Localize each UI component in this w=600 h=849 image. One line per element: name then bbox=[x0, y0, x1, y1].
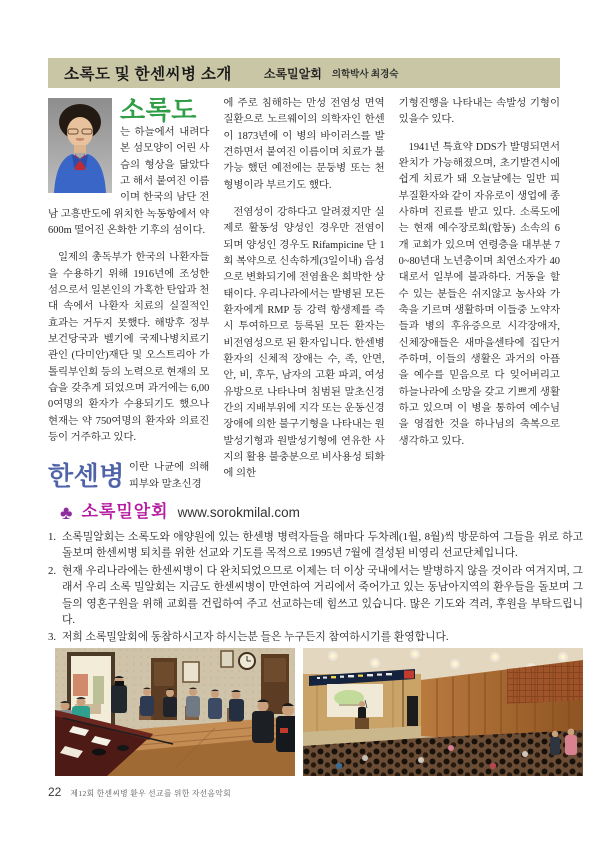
section-header-bar bbox=[48, 58, 560, 88]
list-item-number: 1. bbox=[48, 531, 57, 543]
col1-paragraph-2: 일제의 총독부가 한국의 나환자들을 수용하기 위해 1916년에 조성한 섬으로서 일본인의 가혹한 탄압과 천대 속에서 나환자 치료의 실질적인 효과는 거두지 못했다. 해방후 정부보건당국과 벨기에 국제나병치료기관인 (다미안)재단 및 오스트리아 가톨릭부인회 등의 노력으로 현재의 모습을 갖추게 되었으며 과거에는 6,000여명의 환자가 수용되기도 했으나 현재는 약 750여명의 환자와 의료진 등이 거주하고 있다. bbox=[48, 252, 210, 444]
col1-paragraph-3: 이란 나균에 의해 피부와 말초신경 bbox=[128, 462, 210, 490]
list-item-text: 현재 우리나라에는 한센씨병이 다 완치되었으므로 이제는 더 이상 국내에서는 발병하지 않을 것이라 여겨지며, 그래서 우리 소록 밀알회는 지금도 한센씨병이 만연하여 거리에서 죽어가고 있는 동남아지역의 환우들을 돌보며 그들의 영혼구원을 위해 교회를 건립하여 주고 선교하는데 힘쓰고 있습니다. 많은 기도와 격려, 후원을 부탁드립니다. bbox=[62, 564, 583, 627]
list-item-text: 저희 소록밀알회에 동참하시고자 하시는분 들은 누구든지 참여하시기를 환영합니다. bbox=[62, 631, 449, 644]
list-item-number: 2. bbox=[48, 564, 57, 577]
milal-title: 소록밀알회 bbox=[81, 502, 169, 521]
col2-paragraph-2: 전염성이 강하다고 알려졌지만 실제로 활동성 양성인 경우만 전염이 되며 양성인 경우도 Rifampicine 단 1회 복약으로 신속하게(3일이내) 음성으로 변화되기에 전염율은 희박한 상태이다. 우리나라에서는 발병된 모든 환자에게 RMP 등 강력 항생제를 즉시 투여하므로 등록된 모든 환자는 비전염성으로 된 환자입니다. 한센병 환자의 신체적 장애는 수, 족, 안면, 안, 비, 후두, 남자의 고환 파괴, 여성유방으로 나타나며 침범된 말초신경간의 지배부위에 지각 또는 운동신경장애에 의한 불구기형을 나타내는 원발성기형과 원발성기형에 연유한 사지의 활용 불충분으로 비사용성 퇴화에 의한 bbox=[223, 206, 385, 480]
col2-paragraph-1: 에 주로 침해하는 만성 전염성 면역질환으로 노르웨이의 의학자인 한센이 1873년에 이 병의 바이러스를 발견하면서 붙여진 이름이며 치료가 불가능 했던 예전에는 문둥병 또는 천형병이라 부르기도 했다. bbox=[223, 98, 385, 191]
meeting-room-photo bbox=[55, 648, 295, 776]
col3-paragraph-2: 1941년 특효약 DDS가 발명되면서 완치가 가능해졌으며, 초기발견시에 쉽게 치료가 돼 오늘날에는 일반 피부질환자와 같이 자유로이 생업에 종사하며 진료를 받고 있다. 소록도에는 현재 예수장로회(합동) 소속의 6개 교회가 있으며 연령층을 대부분 70~80년대 노년층이며 최연소자가 40대로서 일부에 불과하다. 거동을 할 수 있는 분들은 쉬지않고 농사와 가축을 기르며 생활하며 이들중 노약자들과 병의 후유증으로 시각장애자, 신체장애들은 새마을센타에 집단거주하며, 이들의 생활은 과거의 아픔을 예수를 믿음으로 다 잊어버리고 하늘나라에 소망을 갖고 기쁘게 생활하고 있으며 이 병을 통하여 예수님을 영접한 것을 하나님의 축복으로 생각하고 있다. bbox=[398, 141, 560, 447]
col1-paragraph-1: 는 하늘에서 내려다본 섬모양이 어린 사슴의 형상을 닮았다고 해서 붙여진 이름이며 한국의 남단 전남 고흥반도에 위치한 녹동항에서 약 600m 떨어진 온화한 기후의 섬이다. bbox=[48, 127, 210, 237]
page-footer bbox=[48, 785, 231, 799]
list-item bbox=[48, 629, 583, 645]
page-title: 소록도 및 한센씨병 소개 bbox=[64, 66, 232, 83]
author-portrait-photo bbox=[48, 98, 112, 193]
article-columns bbox=[48, 96, 560, 496]
milal-header bbox=[60, 497, 583, 522]
header-author-credit: 의학박사 최경숙 bbox=[331, 70, 399, 80]
drop-word-sorokdo: 소록도 bbox=[120, 96, 197, 125]
footer-caption: 제12회 한센씨병 환우 선교를 위한 자선음악회 bbox=[70, 789, 231, 798]
article-column-3 bbox=[399, 96, 560, 496]
page-number: 22 bbox=[48, 785, 62, 799]
list-item-text: 소록밀알회는 소록도와 애양원에 있는 한센병 병력자들을 해마다 두차례(1월, 8월)씩 방문하여 그들을 위로 하고 돌보며 한센씨병 퇴치를 위한 선교와 기도를 목적으로 1995년 7월에 결성된 비영리 선교단체입니다. bbox=[62, 531, 583, 560]
article-column-1 bbox=[48, 96, 209, 496]
photo-row bbox=[55, 648, 583, 776]
list-item-number: 3. bbox=[48, 631, 57, 644]
auditorium-photo bbox=[303, 648, 583, 776]
list-item bbox=[48, 563, 583, 629]
clover-icon: ♣ bbox=[60, 503, 73, 524]
list-item bbox=[48, 529, 583, 562]
col3-paragraph-1: 기형진행을 나타내는 속발성 기형이 있을수 있다. bbox=[398, 98, 560, 126]
article-column-2 bbox=[223, 96, 384, 496]
milal-list bbox=[48, 529, 583, 646]
milal-section bbox=[48, 497, 583, 647]
milal-website-url: www.sorokmilal.com bbox=[177, 505, 300, 520]
drop-word-hansen: 한센병 bbox=[48, 462, 125, 492]
header-organization: 소록밀알회 bbox=[263, 66, 322, 81]
